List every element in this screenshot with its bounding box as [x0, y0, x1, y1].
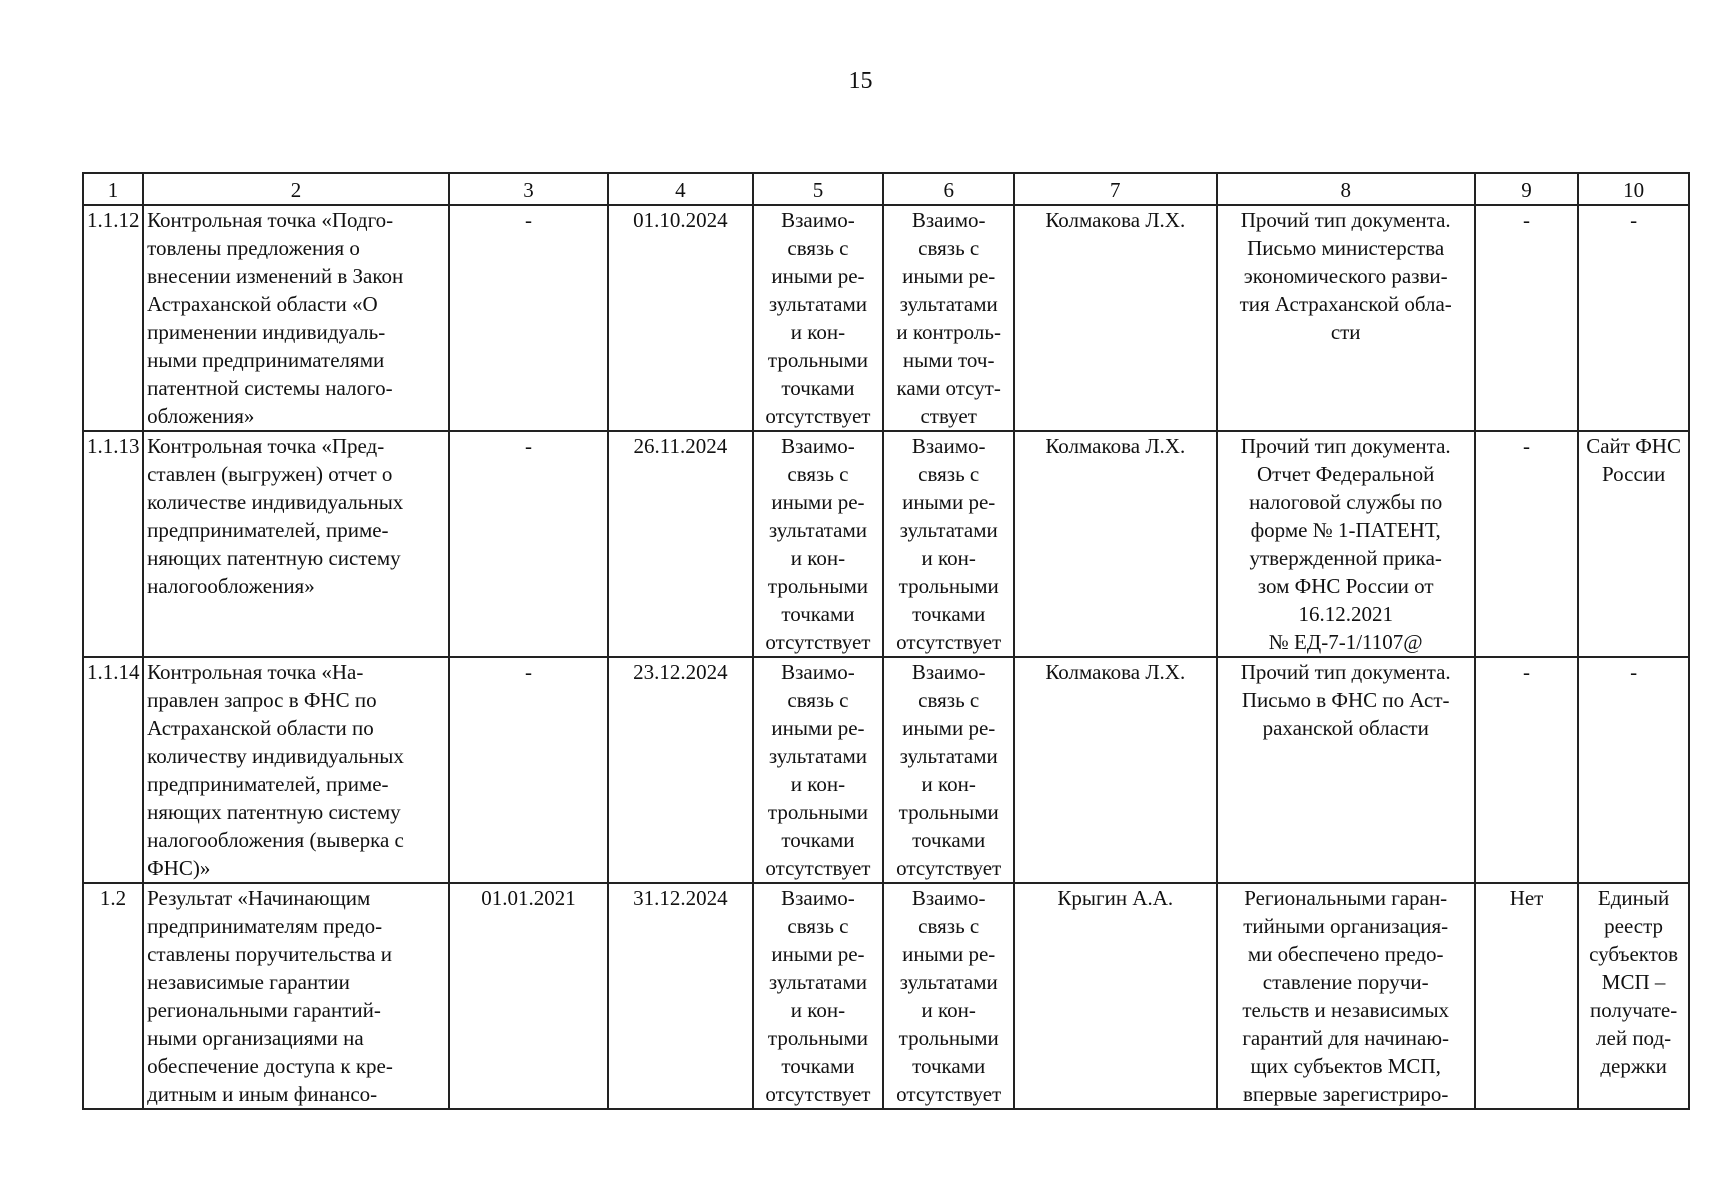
end-date: 26.11.2024	[608, 431, 752, 657]
link-next: Взаимо- связь с иными ре- зультатами и кон- трольными точками отсутствует	[883, 883, 1014, 1109]
responsible-person: Крыгин А.А.	[1014, 883, 1216, 1109]
column-9-value: -	[1475, 657, 1578, 883]
responsible-person: Колмакова Л.Х.	[1014, 205, 1216, 431]
column-header: 1	[83, 173, 143, 205]
start-date: -	[449, 431, 608, 657]
link-next: Взаимо- связь с иными ре- зультатами и кон- трольными точками отсутствует	[883, 431, 1014, 657]
information-system: -	[1578, 657, 1689, 883]
start-date: -	[449, 205, 608, 431]
table-row	[83, 431, 1689, 657]
column-header: 6	[883, 173, 1014, 205]
link-previous: Взаимо- связь с иными ре- зультатами и кон- трольными точками отсутствует	[753, 657, 884, 883]
link-next: Взаимо- связь с иными ре- зультатами и кон- трольными точками отсутствует	[883, 657, 1014, 883]
table-row	[83, 883, 1689, 1109]
row-number: 1.1.12	[83, 205, 143, 431]
information-system: Единый реестр субъектов МСП – получате- лей под- держки	[1578, 883, 1689, 1109]
column-header: 9	[1475, 173, 1578, 205]
column-header: 7	[1014, 173, 1216, 205]
start-date: 01.01.2021	[449, 883, 608, 1109]
table-row	[83, 657, 1689, 883]
control-point-name: Контрольная точка «Пред- ставлен (выгружен) отчет о количестве индивидуальных предпринимателей, приме- няющих патентную систему налогообложения»	[143, 431, 449, 657]
table-row	[83, 205, 1689, 431]
document-type: Прочий тип документа. Письмо министерства экономического разви- тия Астраханской обла- сти	[1217, 205, 1475, 431]
column-9-value: Нет	[1475, 883, 1578, 1109]
row-number: 1.1.14	[83, 657, 143, 883]
page-number: 15	[848, 68, 873, 94]
column-header: 5	[753, 173, 884, 205]
link-previous: Взаимо- связь с иными ре- зультатами и кон- трольными точками отсутствует	[753, 431, 884, 657]
row-number: 1.2	[83, 883, 143, 1109]
link-previous: Взаимо- связь с иными ре- зультатами и кон- трольными точками отсутствует	[753, 205, 884, 431]
column-9-value: -	[1475, 205, 1578, 431]
responsible-person: Колмакова Л.Х.	[1014, 431, 1216, 657]
column-header: 10	[1578, 173, 1689, 205]
end-date: 23.12.2024	[608, 657, 752, 883]
document-type: Прочий тип документа. Письмо в ФНС по Аст- раханской области	[1217, 657, 1475, 883]
column-header: 2	[143, 173, 449, 205]
document-type: Прочий тип документа. Отчет Федеральной налоговой службы по форме № 1-ПАТЕНТ, утвержденной прика- зом ФНС России от 16.12.2021 № ЕД-7-1/1107@	[1217, 431, 1475, 657]
row-number: 1.1.13	[83, 431, 143, 657]
column-header: 8	[1217, 173, 1475, 205]
control-point-name: Результат «Начинающим предпринимателям предо- ставлены поручительства и независимые гарантии региональными гарантий- ными организациями на обеспечение доступа к кре- дитным и иным финансо-	[143, 883, 449, 1109]
end-date: 31.12.2024	[608, 883, 752, 1109]
end-date: 01.10.2024	[608, 205, 752, 431]
start-date: -	[449, 657, 608, 883]
information-system: Сайт ФНС России	[1578, 431, 1689, 657]
column-header: 3	[449, 173, 608, 205]
control-point-name: Контрольная точка «На- правлен запрос в ФНС по Астраханской области по количеству индивидуальных предпринимателей, приме- няющих патентную систему налогообложения (выверка с ФНС)»	[143, 657, 449, 883]
link-previous: Взаимо- связь с иными ре- зультатами и кон- трольными точками отсутствует	[753, 883, 884, 1109]
responsible-person: Колмакова Л.Х.	[1014, 657, 1216, 883]
control-points-table	[82, 172, 1690, 1110]
document-type: Региональными гаран- тийными организация- ми обеспечено предо- ставление поручи- тельств и независимых гарантий для начинаю- щих субъектов МСП, впервые зарегистриро-	[1217, 883, 1475, 1109]
column-header: 4	[608, 173, 752, 205]
link-next: Взаимо- связь с иными ре- зультатами и контроль- ными точ- ками отсут- ствует	[883, 205, 1014, 431]
column-9-value: -	[1475, 431, 1578, 657]
control-point-name: Контрольная точка «Подго- товлены предложения о внесении изменений в Закон Астраханской области «О применении индивидуаль- ными предпринимателями патентной системы налого- обложения»	[143, 205, 449, 431]
column-number-row	[83, 173, 1689, 205]
information-system: -	[1578, 205, 1689, 431]
